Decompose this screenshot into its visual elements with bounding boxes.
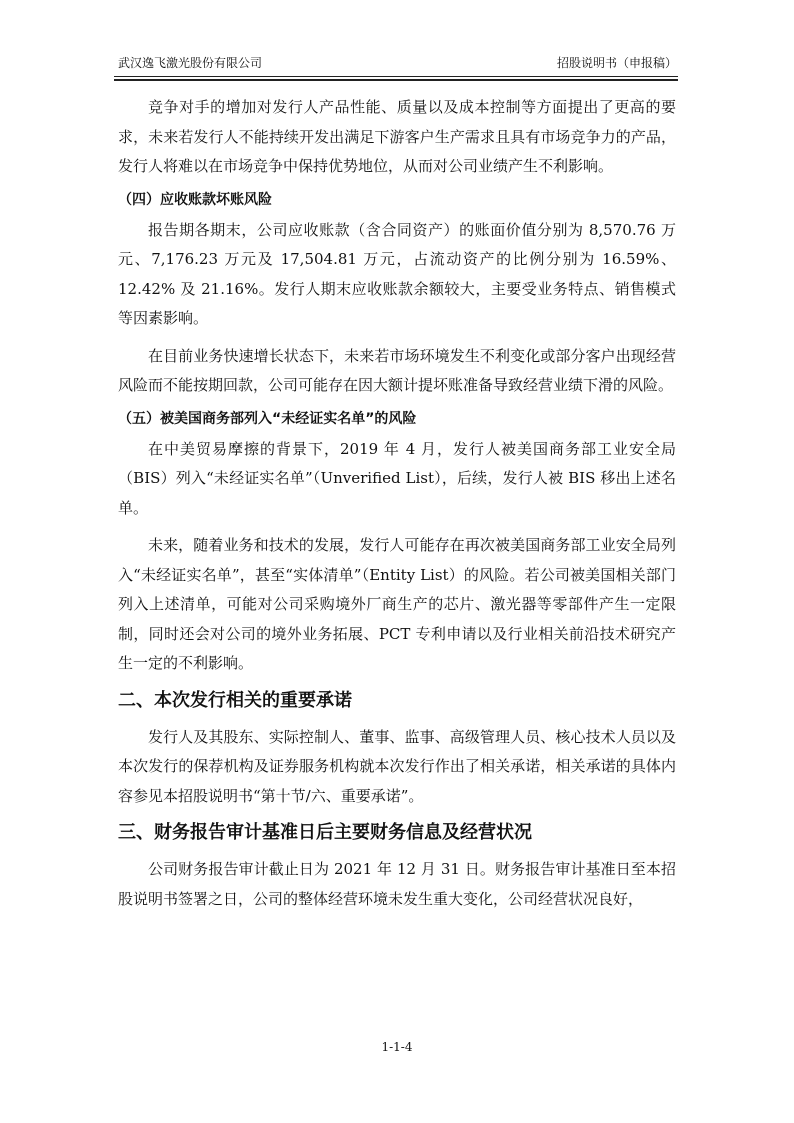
paragraph-post-audit-financials: 公司财务报告审计截止日为 2021 年 12 月 31 日。财务报告审计基准日至本招股说明书签署之日，公司的整体经营环境未发生重大变化，公司经营状况良好，: [118, 860, 676, 908]
section-heading-post-audit-financials: 三、财务报告审计基准日后主要财务信息及经营状况: [118, 822, 532, 843]
paragraph-receivables-outlook: 在目前业务快速增长状态下，未来若市场环境发生不利变化或部分客户出现经营风险而不能按期回款，公司可能存在因大额计提坏账准备导致经营业绩下滑的风险。: [118, 346, 676, 394]
heading-unverified-list-risk: （五）被美国商务部列入“未经证实名单”的风险: [118, 410, 417, 427]
heading-receivables-risk: （四）应收账款坏账风险: [118, 191, 272, 208]
paragraph-receivables-values: 报告期各期末，公司应收账款（含合同资产）的账面价值分别为 8,570.76 万元、7,176.23 万元及 17,504.81 万元，占流动资产的比例分别为 16.59%、12.42% 及 21.16%。发行人期末应收账款余额较大，主要受业务特点、销售模式等因素影响。: [118, 220, 676, 327]
page-body: [118, 93, 676, 914]
header-rule-thin: [114, 76, 678, 77]
page-number: 1-1-4: [381, 1040, 413, 1054]
header-document-title: 招股说明书（申报稿）: [556, 56, 677, 70]
paragraph-unverified-background: 在中美贸易摩擦的背景下，2019 年 4 月，发行人被美国商务部工业安全局（BIS）列入“未经证实名单”（Unverified List），后续，发行人被 BIS 移出上述名单。: [118, 439, 676, 517]
header-rule-thick: [114, 79, 678, 81]
section-heading-commitments: 二、本次发行相关的重要承诺: [118, 689, 352, 711]
paragraph-competition: 竞争对手的增加对发行人产品性能、质量以及成本控制等方面提出了更高的要求，未来若发行人不能持续开发出满足下游客户生产需求且具有市场竞争力的产品，发行人将难以在市场竞争中保持优势地位，从而对公司业绩产生不利影响。: [118, 98, 676, 175]
header-company-name: 武汉逸飞激光股份有限公司: [118, 56, 263, 70]
paragraph-commitments: 发行人及其股东、实际控制人、董事、监事、高级管理人员、核心技术人员以及本次发行的保荐机构及证券服务机构就本次发行作出了相关承诺，相关承诺的具体内容参见本招股说明书“第十节/六、重要承诺”。: [118, 727, 676, 805]
paragraph-unverified-outlook: 未来，随着业务和技术的发展，发行人可能存在再次被美国商务部工业安全局列入“未经证实名单”，甚至“实体清单”（Entity List）的风险。若公司被美国相关部门列入上述清单，可能对公司采购境外厂商生产的芯片、激光器等零部件产生一定限制，同时还会对公司的境外业务拓展、PCT 专利申请以及行业相关前沿技术研究产生一定的不利影响。: [118, 536, 676, 672]
